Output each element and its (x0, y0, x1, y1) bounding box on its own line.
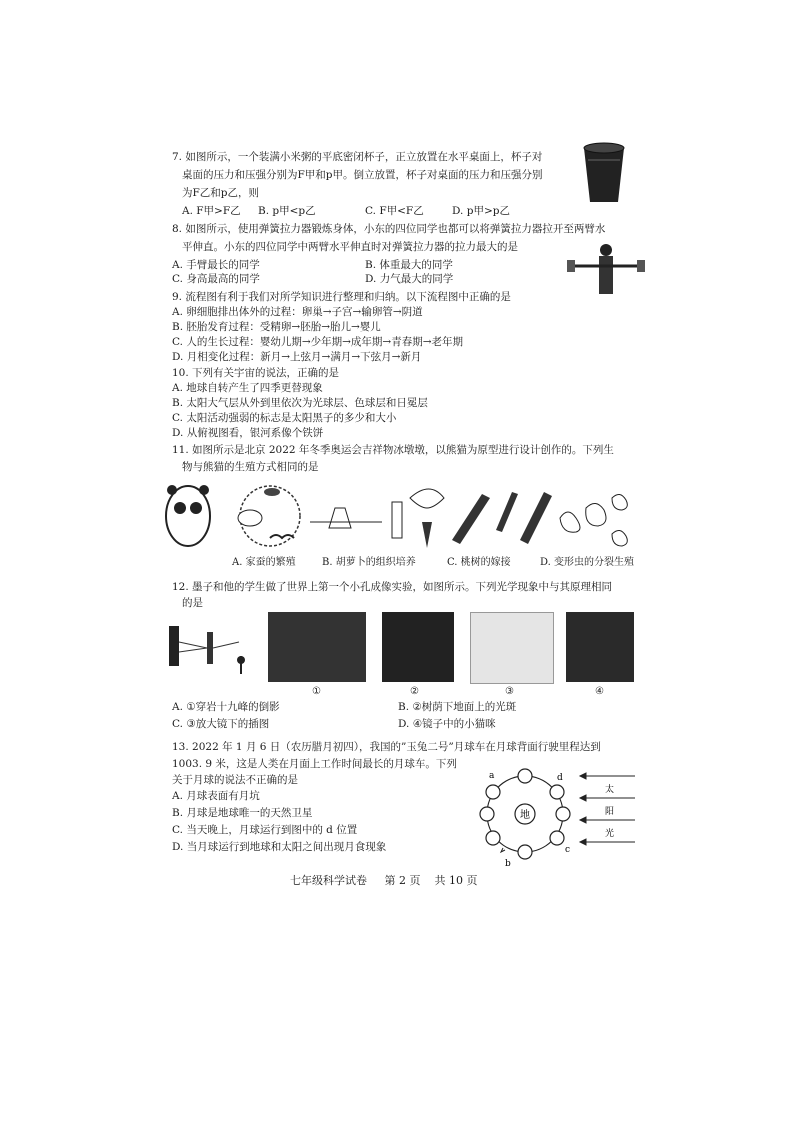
photo-label-3: ③ (505, 686, 514, 697)
q8-option-c: C. 身高最高的同学 (172, 273, 260, 285)
q12-option-c: C. ③放大镜下的插图 (172, 718, 270, 730)
q9-option-b: B. 胚胎发育过程：受精卵→胚胎→胎儿→婴儿 (172, 321, 381, 333)
silkworm-cycle-figure (238, 486, 300, 546)
sun-label-3: 光 (605, 829, 615, 839)
q13-option-d: D. 当月球运行到地球和太阳之间出现月食现象 (172, 841, 387, 853)
moon-position-d (550, 785, 564, 799)
q13-option-a: A. 月球表面有月坑 (172, 790, 260, 802)
carrot-culture-figure (310, 489, 444, 548)
q12-option-d: D. ④镜子中的小猫咪 (398, 718, 496, 730)
label-b: b (505, 859, 511, 869)
q9-option-a: A. 卵细胞排出体外的过程：卵巢→子宫→输卵管→阴道 (172, 306, 423, 318)
q7-line2: 桌面的压力和压强分别为F甲和p甲。倒立放置，杯子对桌面的压力和压强分别 (182, 169, 543, 181)
q8-line1: 8. 如图所示，使用弹簧拉力器锻炼身体，小东的四位同学也都可以将弹簧拉力器拉开至两臂水 (172, 223, 606, 235)
photo-label-1: ① (312, 686, 321, 697)
q8-option-b: B. 体重最大的同学 (365, 259, 453, 271)
label-d: d (557, 773, 563, 783)
q11-option-c: C. 桃树的嫁接 (447, 557, 511, 568)
q11-option-a: A. 家蚕的繁殖 (232, 557, 296, 568)
q7-option-c: C. F甲<F乙 (365, 205, 424, 217)
q13-line1: 13. 2022 年 1 月 6 日（农历腊月初四），我国的”玉兔二号”月球车在月球背面行驶里程达到 (172, 741, 601, 753)
q12-line2: 的是 (182, 597, 203, 609)
photo-3-magnifier (470, 612, 554, 684)
spring-exerciser-image (565, 240, 647, 298)
q8-line2: 平伸直。小东的四位同学中两臂水平伸直时对弹簧拉力器的拉力最大的是 (182, 241, 518, 253)
q11-option-b: B. 胡萝卜的组织培养 (322, 557, 416, 568)
sun-label-2: 阳 (605, 807, 615, 817)
photo-1-reflection (268, 612, 366, 682)
q11-option-d: D. 变形虫的分裂生殖 (540, 557, 635, 568)
earth-label: 地 (520, 810, 530, 821)
moon-position-c (550, 831, 564, 845)
q7-option-a: A. F甲>F乙 (182, 205, 241, 217)
bing-dwen-dwen-figure (166, 485, 210, 546)
q10-option-d: D. 从俯视图看，银河系像个铁饼 (172, 427, 324, 439)
q12-option-a: A. ①穿岩十九峰的倒影 (172, 701, 280, 713)
footer-subject: 七年级科学试卷 (290, 874, 367, 887)
label-a: a (489, 771, 495, 781)
q13-line3: 关于月球的说法不正确的是 (172, 774, 298, 786)
q7-line1: 7. 如图所示，一个装满小米粥的平底密闭杯子，正立放置在水平桌面上，杯子对 (172, 151, 543, 163)
q10-option-c: C. 太阳活动强弱的标志是太阳黑子的多少和大小 (172, 412, 397, 424)
photo-label-4: ④ (595, 686, 604, 697)
q10-option-a: A. 地球自转产生了四季更替现象 (172, 382, 323, 394)
label-c: c (565, 845, 571, 855)
q8-option-d: D. 力气最大的同学 (365, 273, 454, 285)
cup-image (580, 140, 628, 206)
photo-label-2: ② (410, 686, 419, 697)
moon-position-b (486, 831, 500, 845)
q10-line1: 10. 下列有关宇宙的说法，正确的是 (172, 367, 340, 379)
q7-line3: 为F乙和p乙，则 (182, 187, 260, 199)
footer-total: 共 10 页 (434, 874, 478, 887)
photo-4-mirror-cat (566, 612, 634, 682)
q10-option-b: B. 太阳大气层从外到里依次为光球层、色球层和日冕层 (172, 397, 428, 409)
q13-option-b: B. 月球是地球唯一的天然卫星 (172, 807, 313, 819)
moon-position-a (486, 785, 500, 799)
q13-option-c: C. 当天晚上，月球运行到图中的 d 位置 (172, 824, 358, 836)
q11-line1: 11. 如图所示是北京 2022 年冬季奥运会吉祥物冰墩墩，以熊猫为原型进行设计创作的。下列生 (172, 444, 614, 456)
footer-page: 第 2 页 (384, 874, 421, 887)
q7-option-b: B. p甲<p乙 (258, 205, 316, 217)
moon-orbit-diagram (475, 758, 645, 870)
q9-option-d: D. 月相变化过程：新月→上弦月→满月→下弦月→新月 (172, 351, 422, 363)
q9-line1: 9. 流程图有利于我们对所学知识进行整理和归纳。以下流程图中正确的是 (172, 291, 511, 303)
q9-option-c: C. 人的生长过程：婴幼儿期→少年期→成年期→青春期→老年期 (172, 336, 464, 348)
q12-line1: 12. 墨子和他的学生做了世界上第一个小孔成像实验，如图所示。下列光学现象中与其原理相同 (172, 581, 613, 593)
reproduction-figures (160, 478, 640, 554)
grafting-figure (452, 492, 552, 544)
page-footer (290, 873, 477, 888)
sun-label-1: 太 (605, 785, 615, 795)
photo-2-light-spots (382, 612, 454, 682)
q7-option-d: D. p甲>p乙 (452, 205, 510, 217)
amoeba-division-figure (560, 494, 627, 546)
pinhole-experiment-figure (165, 612, 250, 682)
q13-line2: 1003. 9 米，这是人类在月面上工作时间最长的月球车。下列 (172, 758, 457, 770)
q11-line2: 物与熊猫的生殖方式相同的是 (182, 461, 319, 473)
q8-option-a: A. 手臂最长的同学 (172, 259, 260, 271)
q12-option-b: B. ②树荫下地面上的光斑 (398, 701, 517, 713)
